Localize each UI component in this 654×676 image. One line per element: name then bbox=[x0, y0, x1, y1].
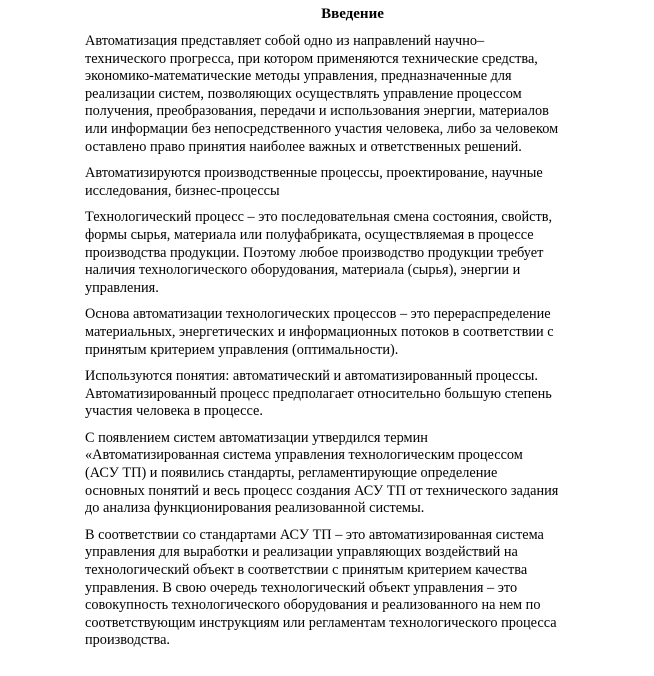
paragraph-line: Автоматизация представляет собой одно из направлений научно– bbox=[85, 33, 485, 49]
paragraph-line: оставлено право принятия наиболее важных и ответственных решений. bbox=[85, 138, 522, 155]
paragraph-line: (АСУ ТП) и появились стандарты, регламентирующие определение bbox=[85, 465, 498, 482]
paragraph-line: технического прогресса, при котором применяются технические средства, bbox=[85, 50, 538, 67]
paragraph-line: Автоматизируются производственные процессы, проектирование, научные bbox=[85, 165, 543, 182]
paragraph-line: материальных, энергетических и информационных потоков в соответствии с bbox=[85, 323, 554, 340]
paragraph-line: до анализа функционирования реализованной системы. bbox=[85, 500, 425, 517]
paragraph-line: производства. bbox=[85, 632, 170, 649]
paragraph-line: принятым критерием управления (оптимальности). bbox=[85, 341, 399, 358]
paragraph-line: участия человека в процессе. bbox=[85, 403, 263, 420]
paragraph-line: формы сырья, материала или полуфабриката, осуществляемая в процессе bbox=[85, 226, 534, 243]
paragraph-technological-process bbox=[85, 209, 620, 297]
paragraph-line: Основа автоматизации технологических процессов – это перераспределение bbox=[85, 306, 551, 323]
paragraph-line: Используются понятия: автоматический и автоматизированный процессы. bbox=[85, 368, 538, 385]
paragraph-automation-definition bbox=[85, 33, 620, 156]
paragraph-line: «Автоматизированная система управления технологическим процессом bbox=[85, 447, 523, 464]
paragraph-line: Технологический процесс – это последовательная смена состояния, свойств, bbox=[85, 209, 553, 226]
paragraph-line: производства продукции. Поэтому любое производство продукции требует bbox=[85, 244, 544, 261]
paragraph-line: совокупность технологического оборудования и реализованного на нем по bbox=[85, 597, 541, 614]
paragraph-asu-tp-definition bbox=[85, 527, 620, 650]
paragraph-line: управления для выработки и реализации управляющих воздействий на bbox=[85, 544, 518, 561]
paragraph-line: С появлением систем автоматизации утвердился термин bbox=[85, 429, 428, 446]
document-page bbox=[85, 6, 620, 659]
paragraph-line: В соответствии со стандартами АСУ ТП – это автоматизированная система bbox=[85, 526, 544, 543]
paragraph-concepts bbox=[85, 368, 620, 421]
paragraph-line: исследования, бизнес-процессы bbox=[85, 182, 280, 199]
paragraph-line: наличия технологического оборудования, материала (сырья), энергии и bbox=[85, 262, 521, 279]
paragraph-automated-areas bbox=[85, 165, 620, 200]
paragraph-line: управления. В свою очередь технологический объект управления – это bbox=[85, 579, 518, 596]
paragraph-line: соответствующим инструкциям или регламентам технологического процесса bbox=[85, 614, 557, 631]
paragraph-line: получения, преобразования, передачи и использования энергии, материалов bbox=[85, 103, 549, 120]
paragraph-line: или информации без непосредственного участия человека, либо за человеком bbox=[85, 120, 559, 137]
paragraph-line: основных понятий и весь процесс создания АСУ ТП от технического задания bbox=[85, 482, 559, 499]
document-title: Введение bbox=[321, 6, 384, 22]
paragraph-line: управления. bbox=[85, 279, 159, 296]
paragraph-automation-basis bbox=[85, 306, 620, 359]
paragraph-line: Автоматизированный процесс предполагает относительно большую степень bbox=[85, 385, 552, 402]
paragraph-line: экономико-математические методы управления, предназначенные для bbox=[85, 68, 512, 85]
paragraph-line: реализации систем, позволяющих осуществлять управление процессом bbox=[85, 85, 522, 102]
paragraph-asu-tp-term bbox=[85, 430, 620, 518]
paragraph-line: технологический объект в соответствии с принятым критерием качества bbox=[85, 562, 528, 579]
